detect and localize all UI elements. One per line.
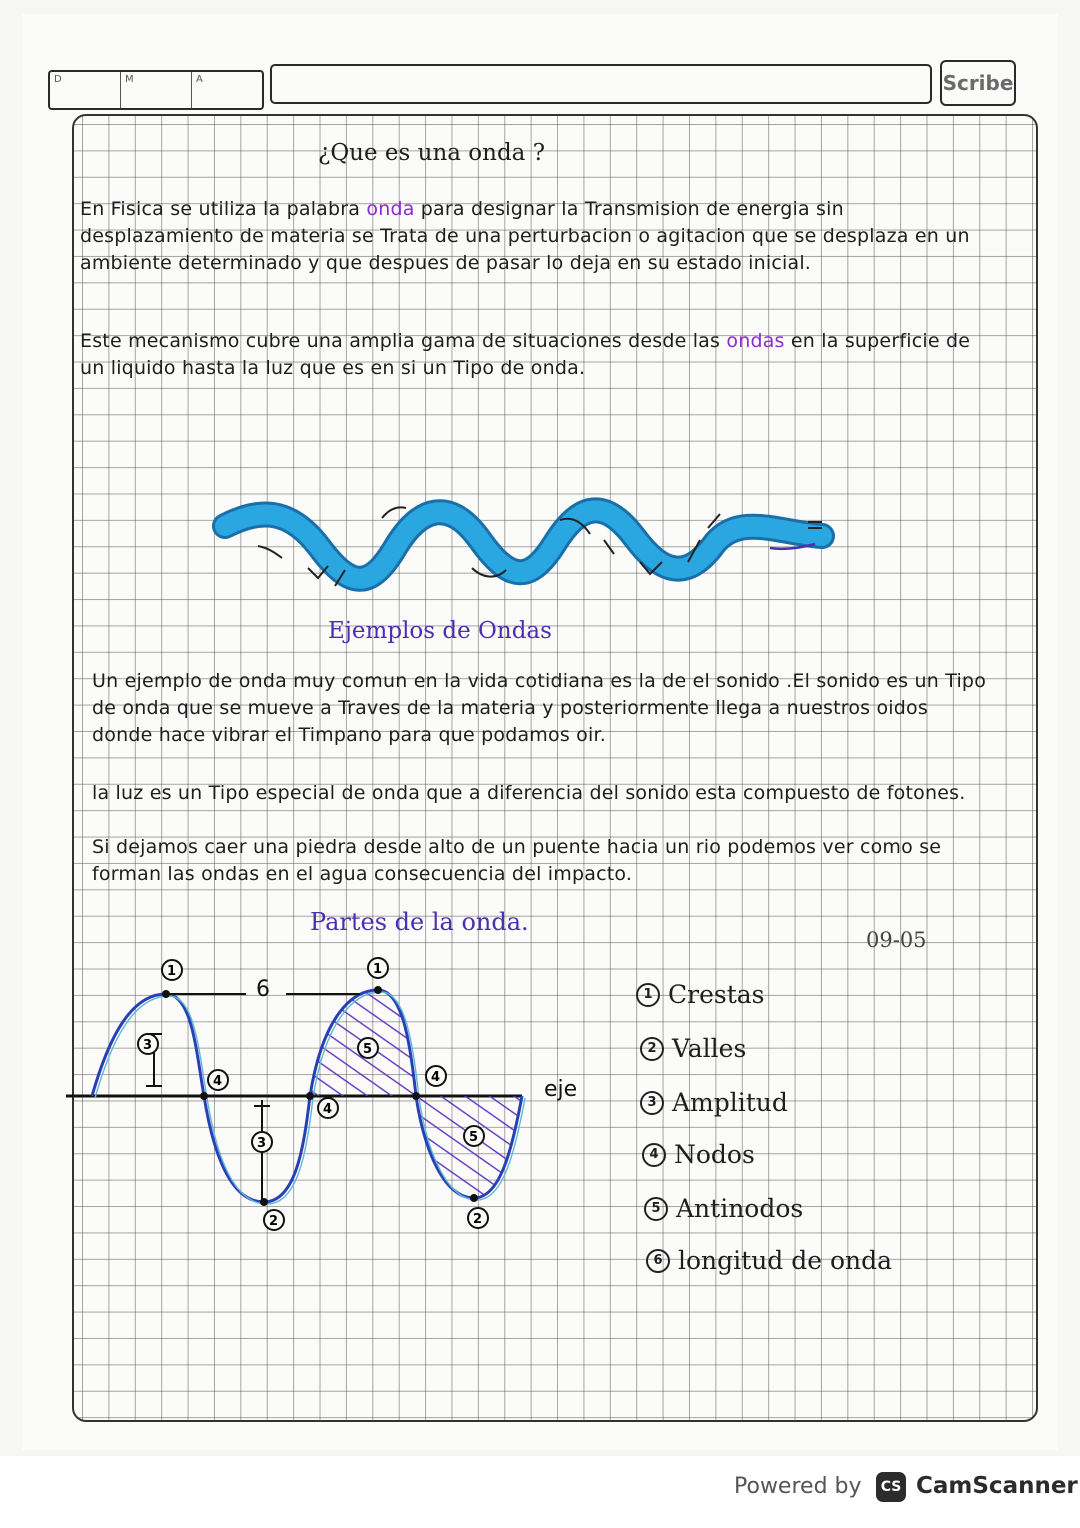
marker-amplitude-1: [138, 1034, 158, 1054]
paragraph-definition: [80, 196, 990, 277]
legend-number: 4: [642, 1143, 666, 1167]
highlight-onda: onda: [366, 198, 415, 220]
title-box: [270, 64, 932, 104]
examples-title: Ejemplos de Ondas: [328, 618, 552, 644]
legend-item-crests: [636, 980, 764, 1009]
powered-by-text: Powered by: [734, 1474, 862, 1499]
legend-label: Valles: [672, 1034, 747, 1063]
node-point: [412, 1092, 420, 1100]
legend-number: 5: [644, 1197, 668, 1221]
legend-item-valleys: [640, 1034, 746, 1063]
crest-point: [374, 986, 382, 994]
svg-text:2: 2: [269, 1214, 279, 1229]
legend-label: Amplitud: [672, 1088, 788, 1117]
legend-item-amplitude: [640, 1088, 788, 1117]
legend-item-wavelength: [646, 1246, 892, 1275]
date-box: [48, 70, 264, 110]
legend-number: 1: [636, 983, 660, 1007]
legend-number: 3: [640, 1091, 664, 1115]
trough-point: [470, 1194, 478, 1202]
antinode-shade-lower: [416, 1096, 522, 1198]
blue-wave-illustration: [210, 478, 840, 608]
marker-amplitude-2: [252, 1132, 272, 1152]
marker-trough-2: [468, 1208, 488, 1228]
legend-number: 2: [640, 1037, 664, 1061]
marker-crest-1: [162, 960, 182, 980]
svg-text:2: 2: [473, 1212, 483, 1227]
svg-text:3: 3: [143, 1038, 153, 1053]
wavelength-mark: 6: [256, 977, 270, 1002]
marker-node-2: [318, 1098, 338, 1118]
legend-item-antinodes: [644, 1194, 803, 1223]
crest-point: [162, 990, 170, 998]
paragraph-sound: Un ejemplo de onda muy comun en la vida cotidiana es la de el sonido .El sonido es un Tipo de onda que se mueve a Traves de la materia y posteriormente llega a nuestros oidos donde hace vibrar el Timpano para que podamos oir.: [92, 670, 987, 746]
wave-parts-diagram: [60, 950, 600, 1240]
legend-label: Antinodos: [676, 1194, 804, 1223]
paragraph-mechanism-end: en la superficie de un liquido hasta la luz que es en si un Tipo de onda.: [80, 330, 971, 379]
highlight-ondas: ondas: [726, 330, 785, 352]
svg-text:4: 4: [213, 1074, 223, 1089]
marker-crest-2: [368, 958, 388, 978]
camscanner-logo-icon: CS: [876, 1472, 906, 1502]
paragraph-definition-start: En Fisica se utiliza la palabra: [80, 198, 367, 220]
svg-text:5: 5: [469, 1130, 479, 1145]
marker-trough-1: [264, 1210, 284, 1230]
paragraph-mechanism: [80, 328, 980, 382]
paragraph-light: la luz es un Tipo especial de onda que a diferencia del sonido esta compuesto de fotones.: [92, 782, 966, 804]
wave-stroke-mark: [382, 507, 406, 518]
legend-label: Crestas: [668, 980, 765, 1009]
svg-text:5: 5: [363, 1042, 373, 1057]
trough-point: [260, 1198, 268, 1206]
svg-text:1: 1: [373, 962, 383, 977]
marker-antinode-1: [358, 1038, 378, 1058]
brand-logo: Scribe: [940, 60, 1016, 106]
svg-text:4: 4: [323, 1102, 333, 1117]
date-year-cell: A: [196, 74, 203, 85]
paragraph-mechanism-start: Este mecanismo cubre una amplia gama de situaciones desde las: [80, 330, 727, 352]
wave-stroke-mark: [604, 540, 614, 554]
marker-node-3: [426, 1066, 446, 1086]
svg-text:1: 1: [167, 964, 177, 979]
note-date: 09-05: [866, 928, 927, 952]
legend-number: 6: [646, 1249, 670, 1273]
marker-antinode-2: [464, 1126, 484, 1146]
svg-text:4: 4: [431, 1070, 441, 1085]
camscanner-name: CamScanner: [916, 1473, 1078, 1499]
date-month-cell: M: [121, 72, 192, 108]
date-day-cell: D: [50, 72, 121, 108]
node-point: [200, 1092, 208, 1100]
marker-node-1: [208, 1070, 228, 1090]
wave-stroke-mark: [258, 546, 282, 558]
axis-label: eje: [544, 1077, 578, 1102]
legend-item-nodes: [642, 1140, 755, 1169]
svg-text:3: 3: [257, 1136, 267, 1151]
page-title: ¿Que es una onda ?: [318, 140, 546, 166]
paragraph-stone: Si dejamos caer una piedra desde alto de un puente hacia un rio podemos ver como se forman las ondas en el agua consecuencia del impacto.: [92, 836, 942, 885]
paragraph-definition-end: para designar la Transmision de energia sin desplazamiento de materia se Trata de una perturbacion o agitacion que se desplaza en un ambiente determinado y que despues de pasar lo deja en su estado inicial.: [80, 198, 970, 274]
node-point: [306, 1092, 314, 1100]
legend-label: longitud de onda: [678, 1246, 893, 1275]
parts-title: Partes de la onda.: [310, 908, 529, 936]
legend-label: Nodos: [674, 1140, 755, 1169]
